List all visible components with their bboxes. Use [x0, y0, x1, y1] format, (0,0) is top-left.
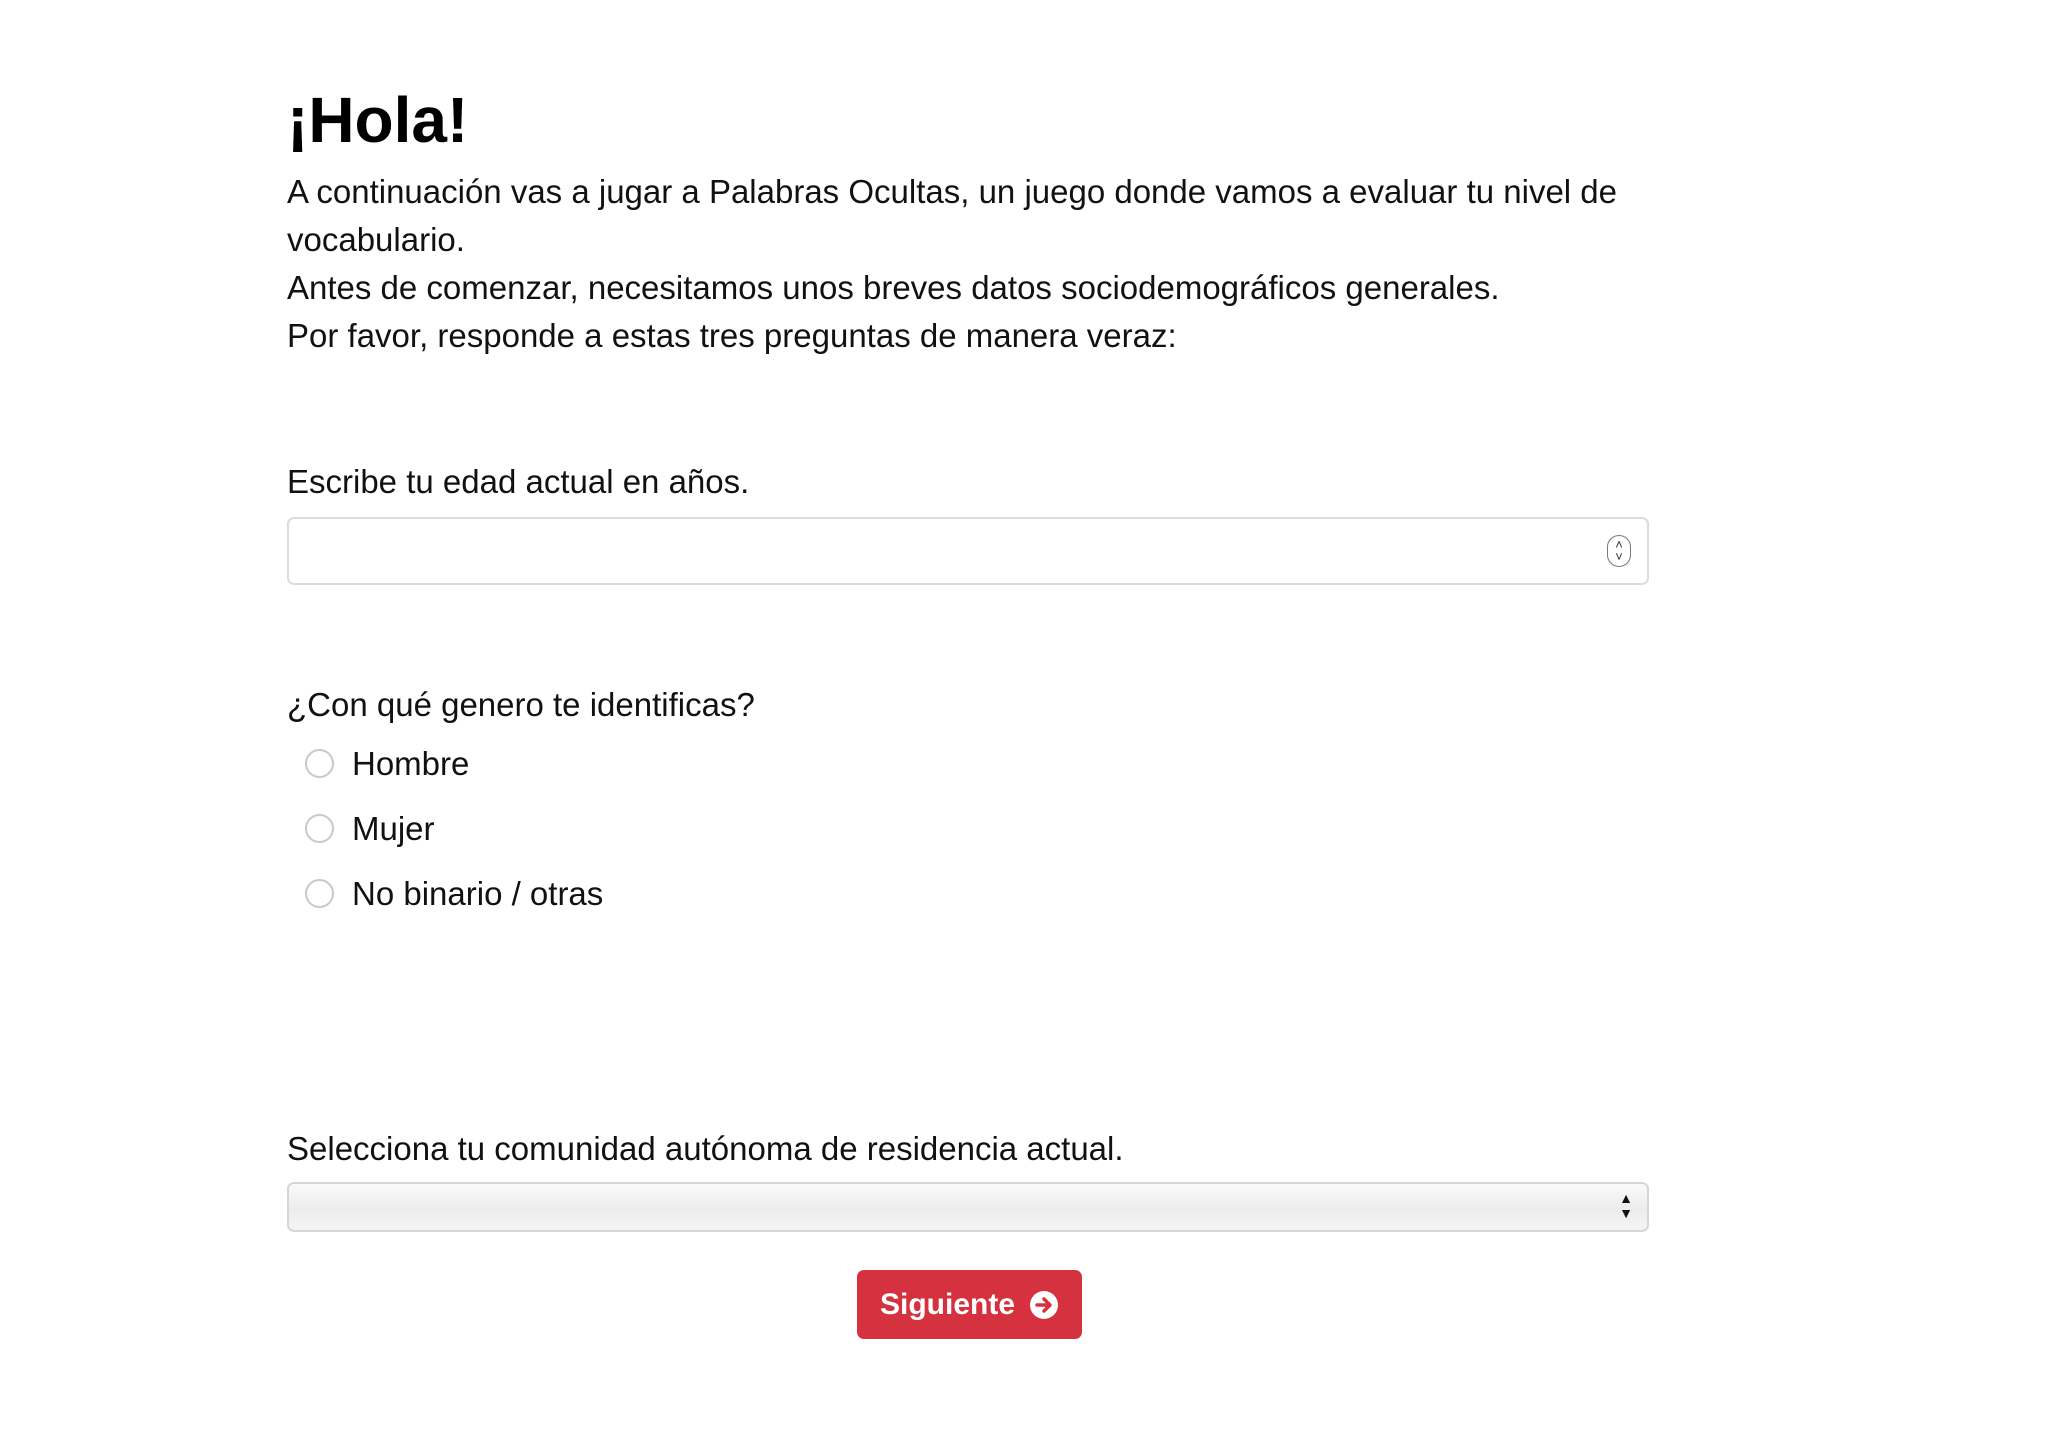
intro-paragraph-1: A continuación vas a jugar a Palabras Ocultas, un juego donde vamos a evaluar tu nivel de vocabulario. [287, 173, 1618, 258]
gender-option-no-binario[interactable] [305, 861, 1649, 926]
radio-button[interactable] [305, 814, 334, 843]
gender-question [287, 683, 1649, 926]
radio-button[interactable] [305, 879, 334, 908]
radio-label[interactable]: No binario / otras [352, 874, 604, 912]
spinner-up-icon[interactable]: ˄ [1615, 537, 1623, 552]
age-question [287, 460, 1649, 585]
intro-paragraph-2: Antes de comenzar, necesitamos unos breves datos sociodemográficos generales. [287, 269, 1500, 306]
next-button[interactable] [857, 1270, 1082, 1339]
age-field-container [287, 517, 1649, 585]
select-arrows-icon: ▲ ▼ [1619, 1190, 1633, 1221]
intro-paragraph-3: Por favor, responde a estas tres preguntas de manera veraz: [287, 317, 1177, 354]
region-select[interactable] [287, 1182, 1649, 1232]
spinner-icon[interactable] [1607, 535, 1631, 567]
arrow-circle-right-icon [1029, 1290, 1059, 1320]
region-question [287, 1127, 1649, 1232]
radio-button[interactable] [305, 749, 334, 778]
intro-text [287, 168, 1617, 360]
spinner-down-icon[interactable]: ˅ [1615, 549, 1623, 564]
region-question-label: Selecciona tu comunidad autónoma de residencia actual. [287, 1130, 1124, 1167]
radio-label[interactable]: Mujer [352, 809, 435, 847]
gender-option-hombre[interactable] [305, 731, 1649, 796]
next-button-label: Siguiente [879, 1287, 1015, 1321]
age-question-label: Escribe tu edad actual en años. [287, 463, 750, 500]
survey-form [287, 80, 1649, 1221]
age-input[interactable] [289, 519, 1569, 583]
gender-option-mujer[interactable] [305, 796, 1649, 861]
gender-question-label: ¿Con qué genero te identificas? [287, 686, 755, 723]
page-title: ¡Hola! [287, 84, 469, 156]
radio-label[interactable]: Hombre [352, 744, 470, 782]
